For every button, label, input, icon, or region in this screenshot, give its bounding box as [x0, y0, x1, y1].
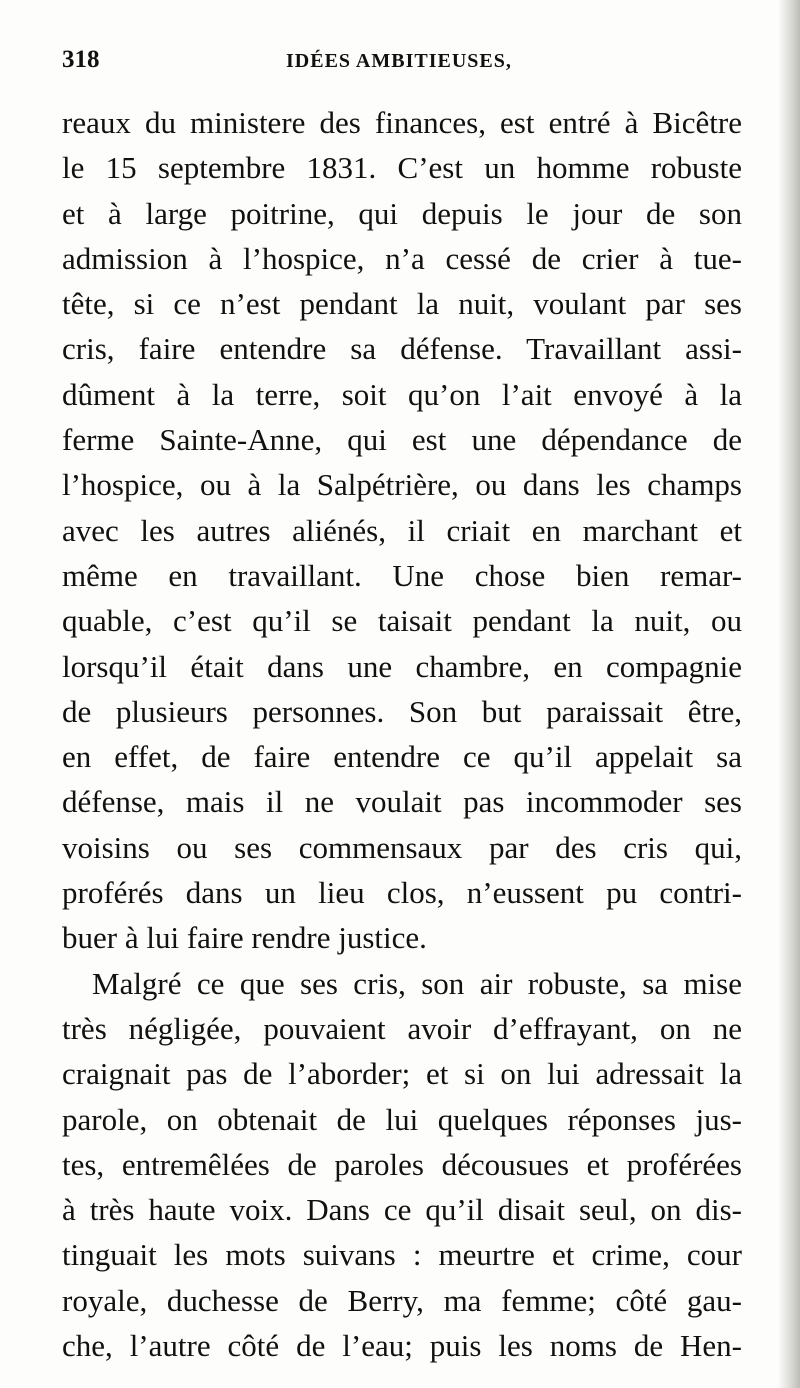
text-line: très négligée, pouvaient avoir d’effrayant, on ne [62, 1010, 742, 1046]
text-line: parole, on obtenait de lui quelques réponses jus- [62, 1101, 742, 1137]
text-line: dûment à la terre, soit qu’on l’ait envoyé à la [62, 376, 742, 412]
text-line: tinguait les mots suivans : meurtre et crime, cour [62, 1237, 742, 1273]
text-line: défense, mais il ne voulait pas incommoder ses [62, 784, 742, 820]
text-line: admission à l’hospice, n’a cessé de crier à tue- [62, 240, 742, 276]
page-edge-shadow [778, 0, 800, 1388]
page-header [62, 42, 742, 82]
text-line: à très haute voix. Dans ce qu’il disait seul, on dis- [62, 1192, 742, 1228]
paragraph [62, 961, 742, 1369]
text-line: tête, si ce n’est pendant la nuit, voulant par ses [62, 286, 742, 322]
text-line: voisins ou ses commensaux par des cris qui, [62, 829, 742, 865]
text-line: le 15 septembre 1831. C’est un homme robuste [62, 150, 742, 186]
text-line: che, l’autre côté de l’eau; puis les noms de Hen- [62, 1328, 742, 1364]
text-line: royale, duchesse de Berry, ma femme; côté gau- [62, 1282, 742, 1318]
paragraph [62, 100, 742, 961]
text-line: tes, entremêlées de paroles décousues et proférées [62, 1146, 742, 1182]
text-line: quable, c’est qu’il se taisait pendant la nuit, ou [62, 603, 742, 639]
text-line: proférés dans un lieu clos, n’eussent pu contri- [62, 875, 742, 911]
text-line: cris, faire entendre sa défense. Travaillant assi- [62, 331, 742, 367]
text-line: en effet, de faire entendre ce qu’il appelait sa [62, 739, 742, 775]
text-line: lorsqu’il était dans une chambre, en compagnie [62, 648, 742, 684]
text-line: même en travaillant. Une chose bien remar- [62, 557, 742, 593]
text-line: buer à lui faire rendre justice. [62, 920, 427, 956]
text-line: l’hospice, ou à la Salpétrière, ou dans les champs [62, 467, 742, 503]
text-line: Malgré ce que ses cris, son air robuste, sa mise [92, 965, 742, 1001]
text-line: craignait pas de l’aborder; et si on lui adressait la [62, 1056, 742, 1092]
text-line: et à large poitrine, qui depuis le jour de son [62, 195, 742, 231]
text-line: reaux du ministere des finances, est entré à Bicêtre [62, 105, 742, 140]
text-line: ferme Sainte-Anne, qui est une dépendance de [62, 422, 742, 458]
text-line: de plusieurs personnes. Son but paraissait être, [62, 693, 742, 729]
text-line: avec les autres aliénés, il criait en marchant et [62, 512, 742, 548]
body-text [62, 100, 742, 1368]
running-head: IDÉES AMBITIEUSES, [286, 50, 512, 72]
page-number: 318 [62, 46, 100, 73]
